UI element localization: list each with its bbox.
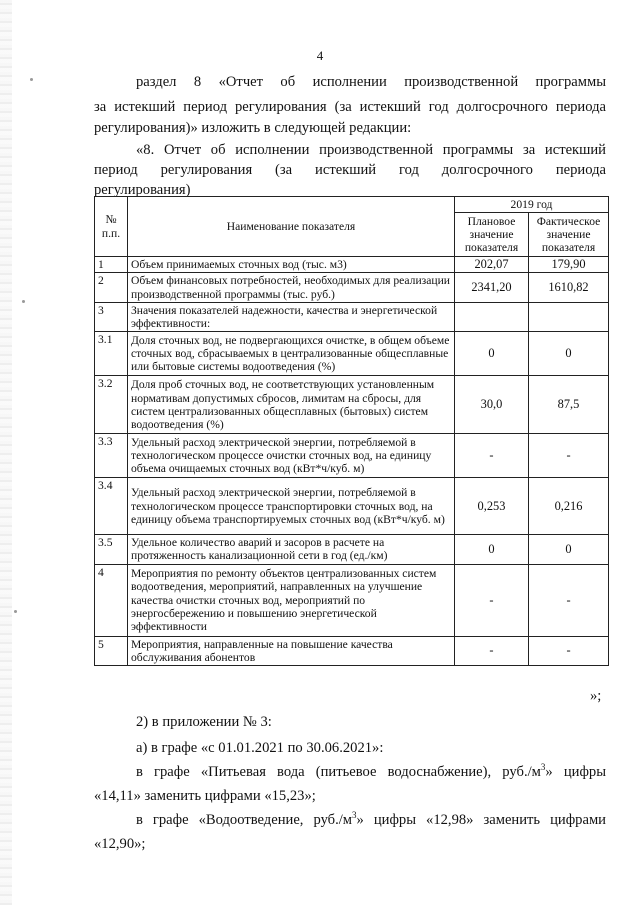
- scan-speck: [30, 78, 33, 81]
- scan-speck: [22, 300, 25, 303]
- row-actual-value: 0,216: [529, 478, 609, 535]
- row-planned-value: -: [455, 564, 529, 636]
- intro-line-1: раздел 8 «Отчет об исполнении производственной программы: [136, 74, 606, 90]
- intro-line-3: регулирования)» изложить в следующей редакции:: [94, 120, 412, 136]
- drainage-change-text-end: » цифры «12,98» заменить цифрами: [356, 812, 606, 828]
- row-planned-value: 0: [455, 535, 529, 564]
- appendix-item: 2) в приложении № 3:: [136, 714, 272, 730]
- header-name: Наименование показателя: [128, 197, 455, 257]
- row-indicator-name: Объем принимаемых сточных вод (тыс. м3): [128, 257, 455, 273]
- scan-speck: [14, 610, 17, 613]
- intro-line-2: за истекший период регулирования (за истекший год долгосрочного периода: [94, 99, 606, 115]
- table-row: [95, 257, 609, 273]
- row-indicator-name: Доля проб сточных вод, не соответствующих установленным нормативам допустимых сбросов, лимитам на сбросы, для систем централизованных общесплавных (бытовых) систем водоотведения (%): [128, 376, 455, 434]
- row-number: 1: [95, 257, 128, 273]
- row-planned-value: 0,253: [455, 478, 529, 535]
- section-title-line-3: регулирования): [94, 182, 191, 198]
- appendix-subitem: а) в графе «с 01.01.2021 по 30.06.2021»:: [136, 740, 384, 756]
- row-planned-value: 30,0: [455, 376, 529, 434]
- row-number: 3.4: [95, 478, 128, 535]
- table-row: [95, 535, 609, 564]
- drainage-change-text: в графе «Водоотведение, руб./м: [136, 812, 353, 828]
- row-actual-value: [529, 302, 609, 331]
- table-row: [95, 302, 609, 331]
- water-change-line-2: «14,11» заменить цифрами «15,23»;: [94, 788, 316, 804]
- row-indicator-name: Мероприятия по ремонту объектов централизованных систем водоотведения, мероприятий, направленных на улучшение качества очистки сточных вод, мероприятий по энергосбережению и повышению энергетической эффективности: [128, 564, 455, 636]
- row-number: 2: [95, 273, 128, 302]
- row-planned-value: -: [455, 434, 529, 478]
- cubic-superscript: 3: [540, 762, 546, 773]
- row-actual-value: 179,90: [529, 257, 609, 273]
- table-row: [95, 332, 609, 376]
- row-number: 5: [95, 636, 128, 665]
- water-change-text-end: » цифры: [545, 764, 607, 780]
- drainage-change-line-1: [94, 810, 606, 831]
- table-row: [95, 273, 609, 302]
- row-planned-value: -: [455, 636, 529, 665]
- row-planned-value: 0: [455, 332, 529, 376]
- table-row: [95, 376, 609, 434]
- row-number: 3.5: [95, 535, 128, 564]
- water-change-text: в графе «Питьевая вода (питьевое водоснабжение), руб./м: [136, 764, 541, 780]
- row-number: 3: [95, 302, 128, 331]
- row-actual-value: 0: [529, 332, 609, 376]
- row-planned-value: [455, 302, 529, 331]
- cubic-superscript: 3: [352, 810, 357, 821]
- drainage-change-line-2: «12,90»;: [94, 836, 146, 852]
- row-indicator-name: Значения показателей надежности, качества и энергетической эффективности:: [128, 302, 455, 331]
- row-number: 3.1: [95, 332, 128, 376]
- row-number: 4: [95, 564, 128, 636]
- row-actual-value: -: [529, 434, 609, 478]
- row-actual-value: 0: [529, 535, 609, 564]
- row-indicator-name: Удельное количество аварий и засоров в расчете на протяженность канализационной сети в год (ед./км): [128, 535, 455, 564]
- header-number: № п.п.: [95, 197, 128, 257]
- row-indicator-name: Доля сточных вод, не подвергающихся очистке, в общем объеме сточных вод, сбрасываемых в централизованные общесплавные или бытовые системы водоотведения (%): [128, 332, 455, 376]
- table-row: [95, 636, 609, 665]
- page-number: 4: [316, 48, 324, 63]
- table-row: [95, 434, 609, 478]
- row-indicator-name: Мероприятия, направленные на повышение качества обслуживания абонентов: [128, 636, 455, 665]
- row-number: 3.3: [95, 434, 128, 478]
- row-number: 3.2: [95, 376, 128, 434]
- section-title-line-1: «8. Отчет об исполнении производственной программы за истекший: [136, 142, 606, 158]
- indicators-table: [94, 196, 609, 666]
- header-year: 2019 год: [455, 197, 609, 213]
- row-planned-value: 2341,20: [455, 273, 529, 302]
- row-planned-value: 202,07: [455, 257, 529, 273]
- header-planned: Плановое значение показателя: [455, 213, 529, 257]
- closing-mark: »;: [590, 688, 602, 704]
- row-actual-value: -: [529, 564, 609, 636]
- section-title-line-2: период регулирования (за истекший год долгосрочного периода: [94, 162, 606, 178]
- header-actual: Фактическое значение показателя: [529, 213, 609, 257]
- row-indicator-name: Удельный расход электрической энергии, потребляемой в технологическом процессе очистки сточных вод, на единицу объема очищаемых сточных вод (кВт*ч/куб. м): [128, 434, 455, 478]
- table-row: [95, 478, 609, 535]
- row-actual-value: 87,5: [529, 376, 609, 434]
- table-row: [95, 564, 609, 636]
- scan-edge: [0, 0, 12, 905]
- water-change-line-1: [94, 762, 606, 783]
- row-actual-value: -: [529, 636, 609, 665]
- row-indicator-name: Удельный расход электрической энергии, потребляемой в технологическом процессе транспортировки сточных вод, на единицу объема транспортируемых сточных вод (кВт*ч/куб. м): [128, 478, 455, 535]
- row-indicator-name: Объем финансовых потребностей, необходимых для реализации производственной программы (тыс. руб.): [128, 273, 455, 302]
- row-actual-value: 1610,82: [529, 273, 609, 302]
